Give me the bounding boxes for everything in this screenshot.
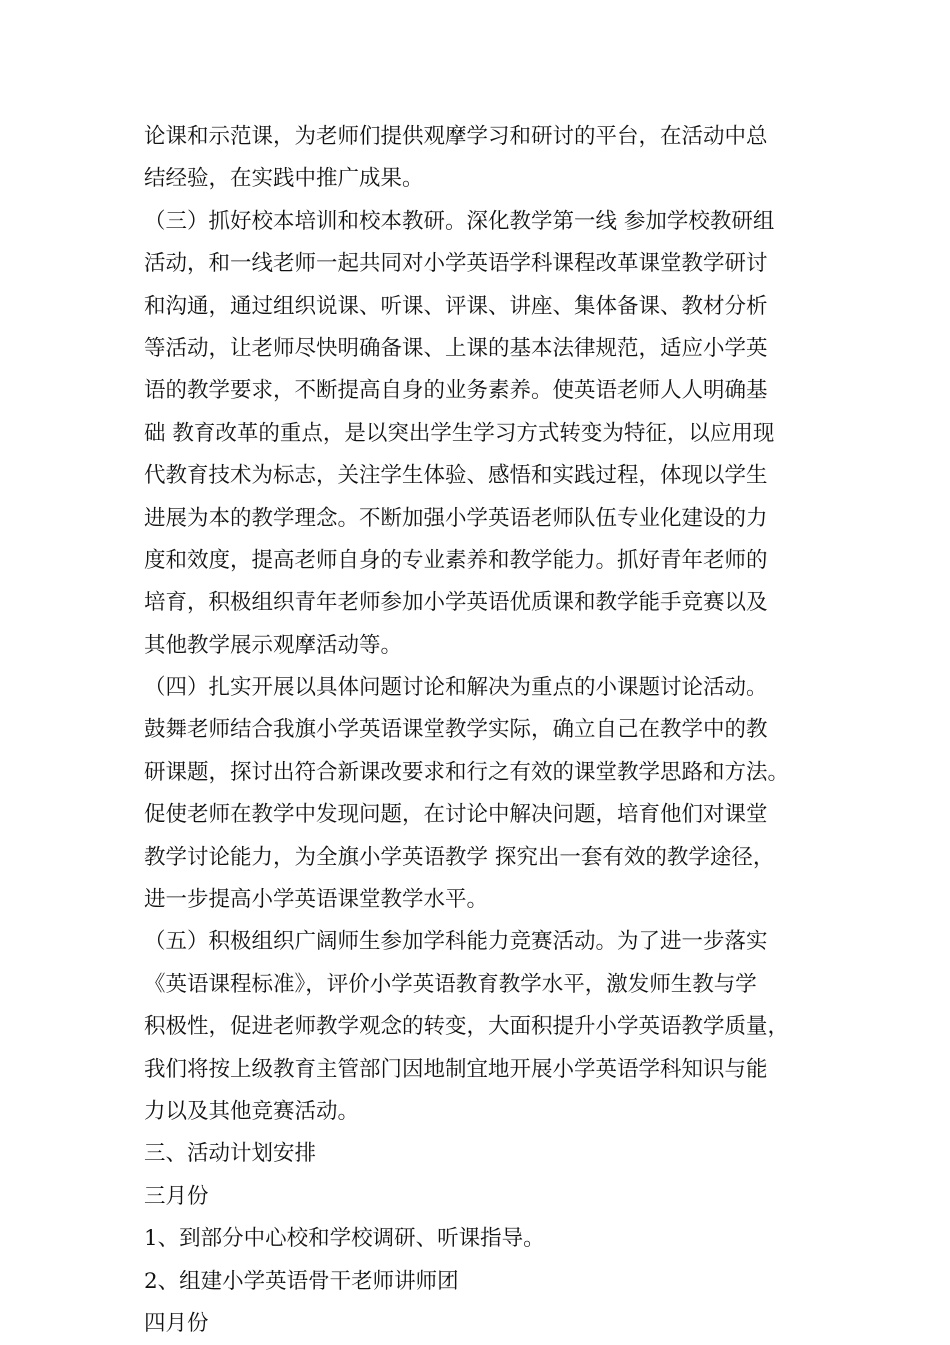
text-line: （三）抓好校本培训和校本教研。深化教学第一线 参加学校教研组: [144, 208, 775, 234]
text-line: 结经验，在实践中推广成果。: [144, 166, 424, 192]
month-heading: 三月份: [144, 1183, 209, 1209]
text-line: 力以及其他竞赛活动。: [144, 1098, 360, 1124]
text-line: 代教育技术为标志，关注学生体验、感悟和实践过程，体现以学生: [144, 463, 768, 489]
text-line: 度和效度，提高老师自身的专业素养和教学能力。抓好青年老师的: [144, 547, 768, 573]
text-line: 教学讨论能力，为全旗小学英语教学 探究出一套有效的教学途径，: [144, 844, 775, 870]
text-line: 进展为本的教学理念。不断加强小学英语老师队伍专业化建设的力: [144, 505, 768, 531]
text-line: 础 教育改革的重点，是以突出学生学习方式转变为特征，以应用现: [144, 420, 775, 446]
text-line: 论课和示范课，为老师们提供观摩学习和研讨的平台，在活动中总: [144, 124, 768, 149]
text-line: 培育，积极组织青年老师参加小学英语优质课和教学能手竞赛以及: [144, 590, 768, 616]
text-line: 等活动，让老师尽快明确备课、上课的基本法律规范，适应小学英: [144, 335, 768, 361]
text-line: 研课题，探讨出符合新课改要求和行之有效的课堂教学思路和方法。: [144, 759, 790, 785]
text-line: 《英语课程标准》，评价小学英语教育教学水平，激发师生教与学: [144, 971, 757, 997]
text-line: 我们将按上级教育主管部门因地制宜地开展小学英语学科知识与能: [144, 1056, 768, 1082]
text-line: 进一步提高小学英语课堂教学水平。: [144, 887, 489, 913]
text-line: 促使老师在教学中发现问题，在讨论中解决问题，培育他们对课堂: [144, 802, 768, 828]
text-line: 语的教学要求，不断提高自身的业务素养。使英语老师人人明确基: [144, 378, 768, 404]
document-body: [144, 116, 824, 1345]
text-line: 积极性，促进老师教学观念的转变，大面积提升小学英语教学质量，: [144, 1014, 790, 1040]
list-item: 1、到部分中心校和学校调研、听课指导。: [144, 1226, 545, 1252]
list-item: 2、组建小学英语骨干老师讲师团: [144, 1268, 459, 1294]
text-line: （五）积极组织广阔师生参加学科能力竞赛活动。为了进一步落实: [144, 929, 768, 955]
text-line: 和沟通，通过组织说课、听课、评课、讲座、集体备课、教材分析: [144, 293, 768, 319]
text-line: 鼓舞老师结合我旗小学英语课堂教学实际，确立自己在教学中的教: [144, 717, 768, 743]
month-heading: 四月份: [144, 1310, 209, 1336]
text-line: 活动，和一线老师一起共同对小学英语学科课程改革课堂教学研讨: [144, 251, 768, 277]
text-line: 其他教学展示观摩活动等。: [144, 632, 403, 658]
section-heading: 三、活动计划安排: [144, 1141, 317, 1167]
text-line: （四）扎实开展以具体问题讨论和解决为重点的小课题讨论活动。: [144, 675, 768, 701]
